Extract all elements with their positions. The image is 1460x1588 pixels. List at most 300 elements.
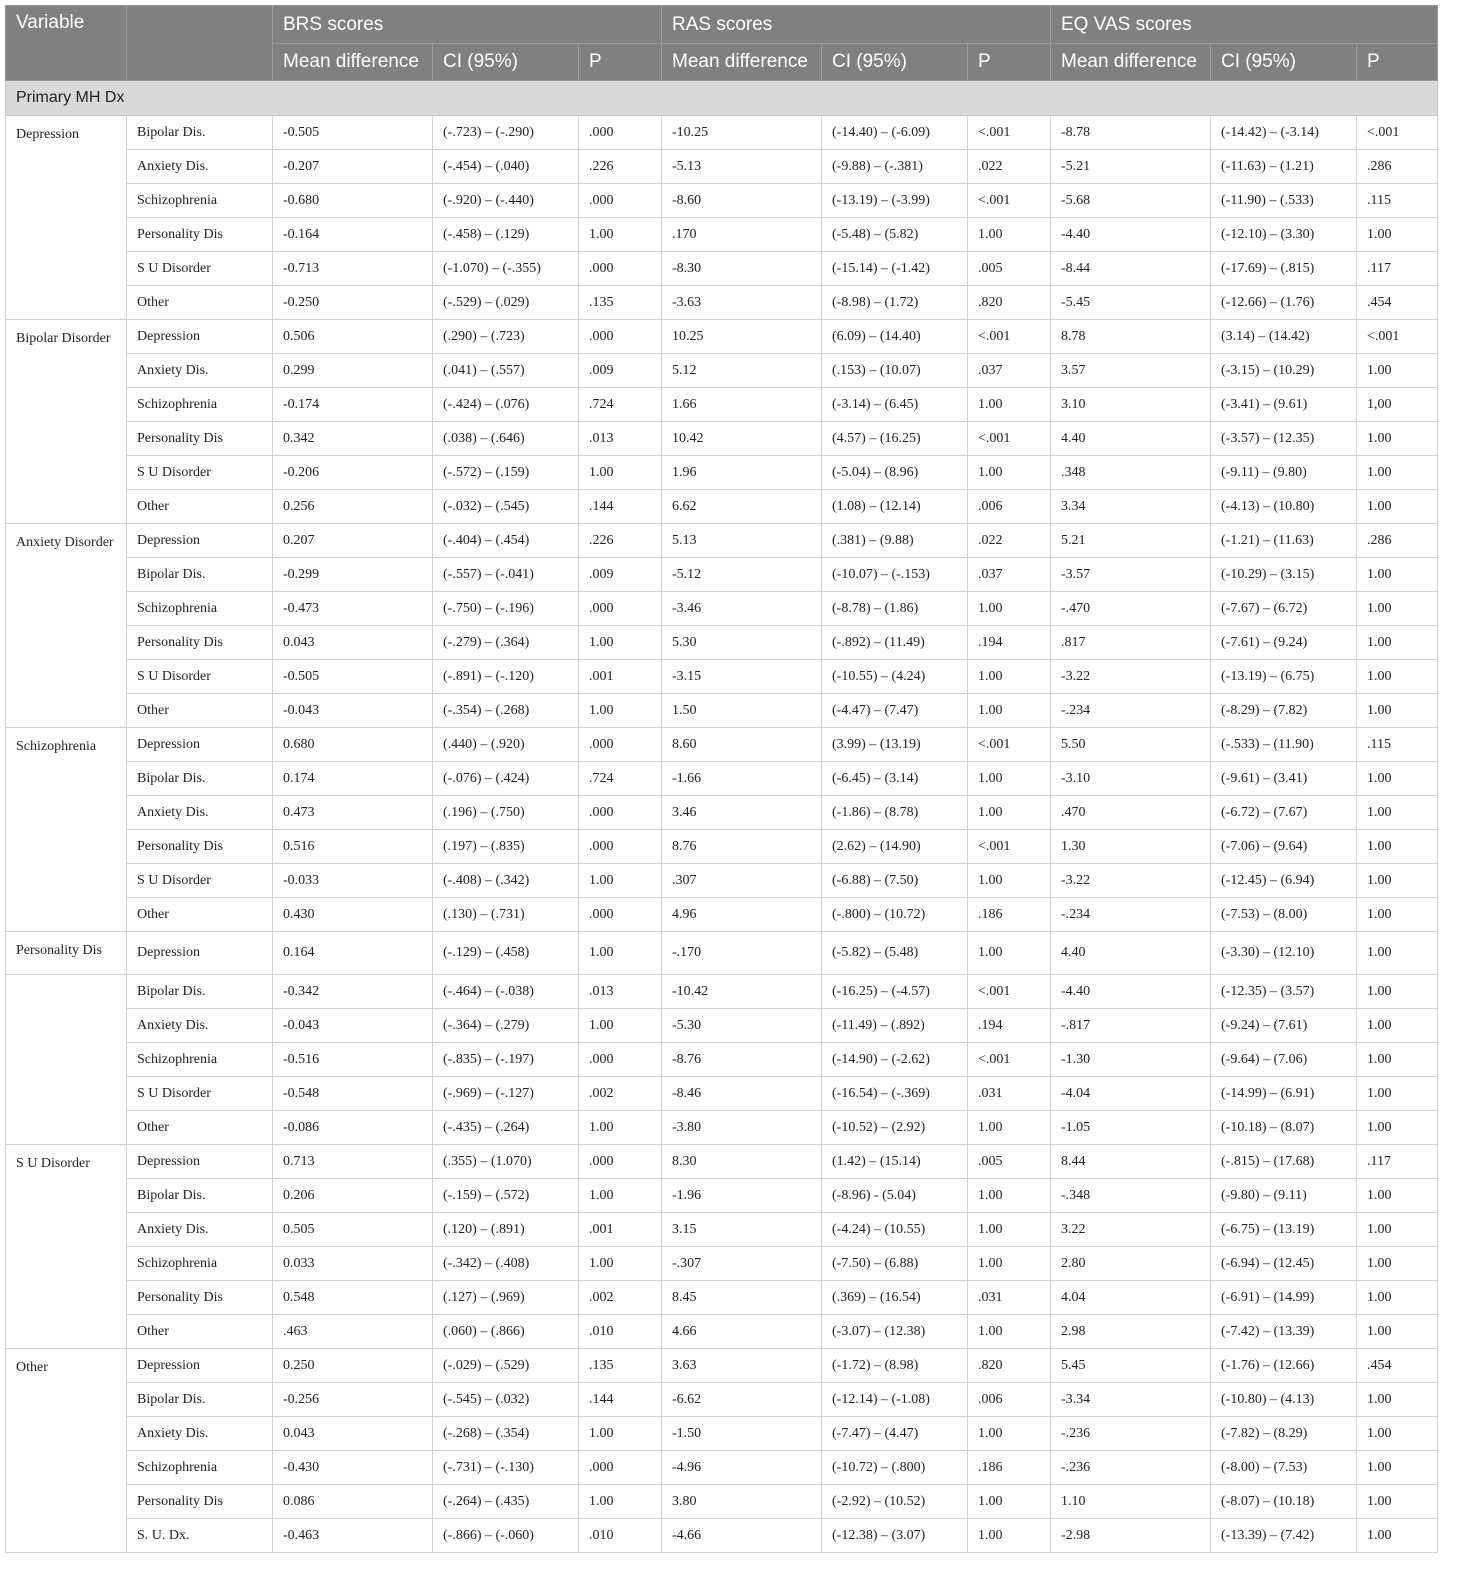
cell-comparison: Bipolar Dis. (127, 558, 273, 592)
cell-ras-p: .031 (968, 1077, 1051, 1111)
cell-brs-mean-difference: -0.548 (273, 1077, 433, 1111)
cell-eq-mean-difference: -3.22 (1051, 660, 1211, 694)
cell-brs-ci: (.127) – (.969) (433, 1281, 579, 1315)
cell-brs-mean-difference: -0.086 (273, 1111, 433, 1145)
cell-ras-p: <.001 (968, 830, 1051, 864)
cell-comparison: Anxiety Dis. (127, 1213, 273, 1247)
cell-comparison: Schizophrenia (127, 1451, 273, 1485)
cell-eq-ci: (-10.80) – (4.13) (1211, 1383, 1357, 1417)
cell-brs-mean-difference: 0.430 (273, 898, 433, 932)
cell-brs-p: 1.00 (579, 1417, 662, 1451)
cell-eq-p: <.001 (1357, 320, 1438, 354)
table-row (6, 184, 1438, 218)
cell-eq-mean-difference: 4.40 (1051, 422, 1211, 456)
cell-brs-p: .000 (579, 184, 662, 218)
cell-eq-ci: (-14.42) – (-3.14) (1211, 116, 1357, 150)
cell-eq-ci: (-7.61) – (9.24) (1211, 626, 1357, 660)
cell-eq-ci: (-12.45) – (6.94) (1211, 864, 1357, 898)
cell-comparison: Other (127, 898, 273, 932)
cell-eq-p: .115 (1357, 184, 1438, 218)
cell-ras-p: 1.00 (968, 1417, 1051, 1451)
header-blank (127, 6, 273, 81)
cell-eq-ci: (-.533) – (11.90) (1211, 728, 1357, 762)
cell-ras-mean-difference: 1.66 (662, 388, 822, 422)
cell-ras-ci: (.153) – (10.07) (822, 354, 968, 388)
cell-comparison: Anxiety Dis. (127, 150, 273, 184)
table-row (6, 1111, 1438, 1145)
cell-ras-mean-difference: 3.63 (662, 1349, 822, 1383)
cell-ras-ci: (.381) – (9.88) (822, 524, 968, 558)
cell-comparison: Other (127, 286, 273, 320)
cell-ras-mean-difference: 10.42 (662, 422, 822, 456)
cell-brs-ci: (-1.070) – (-.355) (433, 252, 579, 286)
table-row (6, 286, 1438, 320)
cell-ras-ci: (-6.88) – (7.50) (822, 864, 968, 898)
cell-eq-p: .117 (1357, 252, 1438, 286)
table-body (6, 81, 1438, 1553)
cell-ras-ci: (-16.54) – (-.369) (822, 1077, 968, 1111)
cell-ras-ci: (.369) – (16.54) (822, 1281, 968, 1315)
cell-ras-p: 1.00 (968, 864, 1051, 898)
cell-eq-ci: (-1.21) – (11.63) (1211, 524, 1357, 558)
cell-brs-ci: (-.264) – (.435) (433, 1485, 579, 1519)
cell-brs-mean-difference: -0.164 (273, 218, 433, 252)
cell-brs-ci: (-.435) – (.264) (433, 1111, 579, 1145)
cell-brs-p: .013 (579, 422, 662, 456)
section-label: Primary MH Dx (6, 81, 1438, 116)
cell-eq-p: 1.00 (1357, 864, 1438, 898)
cell-ras-mean-difference: 8.30 (662, 1145, 822, 1179)
header-variable: Variable (6, 6, 127, 81)
cell-brs-mean-difference: 0.033 (273, 1247, 433, 1281)
cell-comparison: Other (127, 694, 273, 728)
cell-comparison: Bipolar Dis. (127, 1179, 273, 1213)
cell-comparison: S U Disorder (127, 864, 273, 898)
cell-brs-ci: (.290) – (.723) (433, 320, 579, 354)
cell-ras-mean-difference: 6.62 (662, 490, 822, 524)
cell-ras-ci: (-8.98) – (1.72) (822, 286, 968, 320)
cell-comparison: Other (127, 1315, 273, 1349)
cell-eq-mean-difference: 4.04 (1051, 1281, 1211, 1315)
cell-eq-mean-difference: 3.22 (1051, 1213, 1211, 1247)
cell-eq-p: 1.00 (1357, 975, 1438, 1009)
cell-eq-p: .454 (1357, 1349, 1438, 1383)
cell-eq-ci: (-6.94) – (12.45) (1211, 1247, 1357, 1281)
cell-brs-mean-difference: -0.206 (273, 456, 433, 490)
cell-ras-mean-difference: 5.30 (662, 626, 822, 660)
cell-eq-mean-difference: 4.40 (1051, 932, 1211, 975)
cell-eq-p: 1.00 (1357, 660, 1438, 694)
cell-brs-ci: (-.129) – (.458) (433, 932, 579, 975)
cell-ras-ci: (-7.47) – (4.47) (822, 1417, 968, 1451)
cell-ras-mean-difference: 8.76 (662, 830, 822, 864)
cell-brs-mean-difference: 0.299 (273, 354, 433, 388)
cell-ras-mean-difference: -.307 (662, 1247, 822, 1281)
table-row (6, 354, 1438, 388)
cell-brs-p: .226 (579, 150, 662, 184)
cell-comparison: Schizophrenia (127, 388, 273, 422)
cell-brs-mean-difference: -0.713 (273, 252, 433, 286)
cell-ras-ci: (-14.40) – (-6.09) (822, 116, 968, 150)
cell-eq-mean-difference: .817 (1051, 626, 1211, 660)
cell-eq-mean-difference: 3.34 (1051, 490, 1211, 524)
cell-comparison: Depression (127, 1349, 273, 1383)
cell-brs-mean-difference: -0.250 (273, 286, 433, 320)
cell-eq-mean-difference: 3.57 (1051, 354, 1211, 388)
cell-eq-p: 1.00 (1357, 932, 1438, 975)
cell-ras-mean-difference: -8.30 (662, 252, 822, 286)
cell-eq-p: 1.00 (1357, 218, 1438, 252)
cell-ras-ci: (-6.45) – (3.14) (822, 762, 968, 796)
table-row (6, 150, 1438, 184)
cell-eq-mean-difference: -3.34 (1051, 1383, 1211, 1417)
cell-ras-ci: (-16.25) – (-4.57) (822, 975, 968, 1009)
cell-ras-mean-difference: 3.80 (662, 1485, 822, 1519)
cell-ras-mean-difference: -3.15 (662, 660, 822, 694)
cell-ras-ci: (-.892) – (11.49) (822, 626, 968, 660)
cell-brs-ci: (-.723) – (-.290) (433, 116, 579, 150)
cell-eq-mean-difference: 5.45 (1051, 1349, 1211, 1383)
cell-brs-p: .009 (579, 558, 662, 592)
cell-eq-ci: (-7.06) – (9.64) (1211, 830, 1357, 864)
header-eq-mean-difference: Mean difference (1051, 44, 1211, 81)
header-eq-ci: CI (95%) (1211, 44, 1357, 81)
cell-ras-mean-difference: 4.66 (662, 1315, 822, 1349)
cell-brs-ci: (.038) – (.646) (433, 422, 579, 456)
cell-brs-ci: (-.404) – (.454) (433, 524, 579, 558)
header-brs-scores: BRS scores (273, 6, 662, 44)
cell-eq-ci: (-10.29) – (3.15) (1211, 558, 1357, 592)
cell-eq-mean-difference: -1.30 (1051, 1043, 1211, 1077)
cell-comparison: Anxiety Dis. (127, 354, 273, 388)
group-label: Bipolar Disorder (6, 320, 127, 524)
cell-ras-ci: (4.57) – (16.25) (822, 422, 968, 456)
cell-brs-ci: (-.572) – (.159) (433, 456, 579, 490)
cell-ras-p: 1.00 (968, 1485, 1051, 1519)
cell-brs-p: .013 (579, 975, 662, 1009)
cell-ras-p: .006 (968, 490, 1051, 524)
table-row (6, 898, 1438, 932)
cell-eq-mean-difference: 8.44 (1051, 1145, 1211, 1179)
cell-brs-mean-difference: 0.086 (273, 1485, 433, 1519)
cell-ras-p: 1.00 (968, 218, 1051, 252)
table-row (6, 490, 1438, 524)
cell-eq-ci: (-13.19) – (6.75) (1211, 660, 1357, 694)
cell-brs-p: .000 (579, 116, 662, 150)
header-ras-ci: CI (95%) (822, 44, 968, 81)
table-row (6, 830, 1438, 864)
cell-eq-mean-difference: -3.22 (1051, 864, 1211, 898)
cell-ras-ci: (1.08) – (12.14) (822, 490, 968, 524)
cell-brs-p: .000 (579, 728, 662, 762)
cell-eq-p: 1,00 (1357, 388, 1438, 422)
cell-ras-ci: (-10.07) – (-.153) (822, 558, 968, 592)
results-table (5, 5, 1438, 1553)
cell-eq-p: 1.00 (1357, 796, 1438, 830)
cell-brs-mean-difference: -0.430 (273, 1451, 433, 1485)
cell-eq-ci: (-4.13) – (10.80) (1211, 490, 1357, 524)
header-brs-mean-difference: Mean difference (273, 44, 433, 81)
cell-brs-ci: (.120) – (.891) (433, 1213, 579, 1247)
cell-brs-ci: (.060) – (.866) (433, 1315, 579, 1349)
table-row (6, 456, 1438, 490)
cell-brs-mean-difference: 0.342 (273, 422, 433, 456)
cell-brs-ci: (-.731) – (-.130) (433, 1451, 579, 1485)
cell-brs-p: 1.00 (579, 932, 662, 975)
cell-ras-ci: (-.800) – (10.72) (822, 898, 968, 932)
cell-brs-p: 1.00 (579, 1179, 662, 1213)
cell-ras-mean-difference: 5.12 (662, 354, 822, 388)
table-row (6, 626, 1438, 660)
cell-ras-ci: (-10.55) – (4.24) (822, 660, 968, 694)
cell-ras-p: 1.00 (968, 932, 1051, 975)
table-row (6, 1247, 1438, 1281)
cell-brs-p: .000 (579, 1145, 662, 1179)
table-row (6, 660, 1438, 694)
cell-eq-ci: (-7.67) – (6.72) (1211, 592, 1357, 626)
cell-eq-p: 1.00 (1357, 1281, 1438, 1315)
table-row (6, 975, 1438, 1009)
cell-brs-mean-difference: -0.473 (273, 592, 433, 626)
table-row (6, 1145, 1438, 1179)
cell-ras-ci: (-3.14) – (6.45) (822, 388, 968, 422)
cell-eq-mean-difference: -3.10 (1051, 762, 1211, 796)
cell-eq-ci: (-12.35) – (3.57) (1211, 975, 1357, 1009)
cell-ras-ci: (6.09) – (14.40) (822, 320, 968, 354)
cell-comparison: Schizophrenia (127, 184, 273, 218)
cell-brs-p: .000 (579, 796, 662, 830)
cell-ras-ci: (-12.38) – (3.07) (822, 1519, 968, 1553)
cell-ras-p: 1.00 (968, 388, 1051, 422)
cell-eq-mean-difference: .348 (1051, 456, 1211, 490)
table-row (6, 1451, 1438, 1485)
cell-eq-ci: (-13.39) – (7.42) (1211, 1519, 1357, 1553)
cell-brs-ci: (-.454) – (.040) (433, 150, 579, 184)
table-row (6, 796, 1438, 830)
table-row (6, 1383, 1438, 1417)
cell-brs-p: .144 (579, 490, 662, 524)
cell-ras-mean-difference: 3.46 (662, 796, 822, 830)
cell-ras-p: .037 (968, 558, 1051, 592)
cell-eq-p: 1.00 (1357, 1111, 1438, 1145)
cell-brs-mean-difference: -0.516 (273, 1043, 433, 1077)
cell-eq-mean-difference: -.236 (1051, 1417, 1211, 1451)
cell-eq-p: 1.00 (1357, 762, 1438, 796)
cell-ras-p: .820 (968, 1349, 1051, 1383)
cell-ras-p: <.001 (968, 975, 1051, 1009)
cell-eq-ci: (-3.15) – (10.29) (1211, 354, 1357, 388)
cell-ras-mean-difference: -6.62 (662, 1383, 822, 1417)
table-row (6, 1213, 1438, 1247)
cell-eq-p: 1.00 (1357, 456, 1438, 490)
cell-eq-p: 1.00 (1357, 490, 1438, 524)
cell-eq-mean-difference: 2.98 (1051, 1315, 1211, 1349)
cell-brs-mean-difference: 0.043 (273, 1417, 433, 1451)
cell-ras-mean-difference: -10.42 (662, 975, 822, 1009)
cell-comparison: S U Disorder (127, 456, 273, 490)
cell-ras-mean-difference: -4.66 (662, 1519, 822, 1553)
cell-ras-p: 1.00 (968, 1247, 1051, 1281)
cell-brs-p: 1.00 (579, 626, 662, 660)
cell-eq-p: 1.00 (1357, 1213, 1438, 1247)
cell-ras-p: 1.00 (968, 1519, 1051, 1553)
cell-ras-p: .820 (968, 286, 1051, 320)
cell-eq-mean-difference: -.817 (1051, 1009, 1211, 1043)
cell-ras-mean-difference: -5.30 (662, 1009, 822, 1043)
table-row (6, 932, 1438, 975)
cell-eq-ci: (-8.07) – (10.18) (1211, 1485, 1357, 1519)
cell-ras-p: 1.00 (968, 592, 1051, 626)
cell-brs-mean-difference: -0.207 (273, 150, 433, 184)
cell-ras-p: .031 (968, 1281, 1051, 1315)
cell-brs-mean-difference: -0.299 (273, 558, 433, 592)
cell-ras-p: <.001 (968, 1043, 1051, 1077)
cell-eq-ci: (-7.53) – (8.00) (1211, 898, 1357, 932)
cell-eq-p: 1.00 (1357, 1043, 1438, 1077)
cell-eq-ci: (-11.90) – (.533) (1211, 184, 1357, 218)
cell-eq-ci: (-10.18) – (8.07) (1211, 1111, 1357, 1145)
cell-ras-p: <.001 (968, 184, 1051, 218)
cell-eq-mean-difference: -3.57 (1051, 558, 1211, 592)
cell-ras-mean-difference: 8.60 (662, 728, 822, 762)
cell-ras-mean-difference: 1.50 (662, 694, 822, 728)
cell-eq-ci: (-6.75) – (13.19) (1211, 1213, 1357, 1247)
cell-brs-mean-difference: 0.164 (273, 932, 433, 975)
cell-brs-mean-difference: -0.033 (273, 864, 433, 898)
group-label: Other (6, 1349, 127, 1553)
table-row (6, 592, 1438, 626)
cell-brs-ci: (-.920) – (-.440) (433, 184, 579, 218)
cell-brs-ci: (-.835) – (-.197) (433, 1043, 579, 1077)
cell-comparison: Schizophrenia (127, 592, 273, 626)
table-row (6, 524, 1438, 558)
header-brs-p: P (579, 44, 662, 81)
cell-brs-mean-difference: 0.506 (273, 320, 433, 354)
cell-brs-mean-difference: 0.174 (273, 762, 433, 796)
cell-brs-ci: (-.032) – (.545) (433, 490, 579, 524)
cell-eq-ci: (-7.82) – (8.29) (1211, 1417, 1357, 1451)
cell-ras-ci: (2.62) – (14.90) (822, 830, 968, 864)
cell-brs-ci: (-.029) – (.529) (433, 1349, 579, 1383)
cell-ras-p: .186 (968, 898, 1051, 932)
cell-brs-ci: (-.891) – (-.120) (433, 660, 579, 694)
cell-eq-ci: (-9.24) – (7.61) (1211, 1009, 1357, 1043)
cell-eq-ci: (-12.10) – (3.30) (1211, 218, 1357, 252)
table-row (6, 1315, 1438, 1349)
cell-brs-ci: (-.557) – (-.041) (433, 558, 579, 592)
cell-eq-mean-difference: 3.10 (1051, 388, 1211, 422)
cell-eq-ci: (-11.63) – (1.21) (1211, 150, 1357, 184)
cell-comparison: Personality Dis (127, 830, 273, 864)
cell-comparison: Schizophrenia (127, 1043, 273, 1077)
cell-eq-p: 1.00 (1357, 1485, 1438, 1519)
cell-eq-p: 1.00 (1357, 592, 1438, 626)
cell-brs-mean-difference: 0.713 (273, 1145, 433, 1179)
cell-eq-mean-difference: -4.04 (1051, 1077, 1211, 1111)
header-ras-p: P (968, 44, 1051, 81)
header-ras-mean-difference: Mean difference (662, 44, 822, 81)
cell-eq-mean-difference: 1.10 (1051, 1485, 1211, 1519)
section-row (6, 81, 1438, 116)
cell-ras-ci: (-11.49) – (.892) (822, 1009, 968, 1043)
cell-eq-mean-difference: 5.50 (1051, 728, 1211, 762)
cell-brs-p: .226 (579, 524, 662, 558)
cell-brs-mean-difference: 0.250 (273, 1349, 433, 1383)
cell-brs-p: .010 (579, 1519, 662, 1553)
cell-brs-p: .000 (579, 320, 662, 354)
cell-ras-mean-difference: 1.96 (662, 456, 822, 490)
cell-ras-p: 1.00 (968, 762, 1051, 796)
cell-eq-p: 1.00 (1357, 626, 1438, 660)
cell-brs-p: .010 (579, 1315, 662, 1349)
cell-comparison: Schizophrenia (127, 1247, 273, 1281)
cell-eq-p: .454 (1357, 286, 1438, 320)
cell-eq-p: 1.00 (1357, 1315, 1438, 1349)
cell-brs-ci: (-.268) – (.354) (433, 1417, 579, 1451)
cell-eq-p: 1.00 (1357, 1247, 1438, 1281)
cell-brs-ci: (-.076) – (.424) (433, 762, 579, 796)
cell-brs-p: 1.00 (579, 1111, 662, 1145)
cell-ras-ci: (-3.07) – (12.38) (822, 1315, 968, 1349)
cell-brs-ci: (-.545) – (.032) (433, 1383, 579, 1417)
cell-eq-ci: (-9.80) – (9.11) (1211, 1179, 1357, 1213)
cell-ras-p: 1.00 (968, 796, 1051, 830)
cell-ras-p: 1.00 (968, 660, 1051, 694)
cell-comparison: Personality Dis (127, 422, 273, 456)
cell-eq-mean-difference: .470 (1051, 796, 1211, 830)
cell-brs-p: 1.00 (579, 218, 662, 252)
table-row (6, 694, 1438, 728)
cell-ras-ci: (-14.90) – (-2.62) (822, 1043, 968, 1077)
cell-comparison: Personality Dis (127, 1281, 273, 1315)
cell-ras-ci: (3.99) – (13.19) (822, 728, 968, 762)
cell-eq-mean-difference: 8.78 (1051, 320, 1211, 354)
table-row (6, 1281, 1438, 1315)
cell-eq-mean-difference: -2.98 (1051, 1519, 1211, 1553)
cell-eq-ci: (-7.42) – (13.39) (1211, 1315, 1357, 1349)
cell-ras-mean-difference: 5.13 (662, 524, 822, 558)
cell-eq-p: 1.00 (1357, 1077, 1438, 1111)
cell-brs-mean-difference: -0.256 (273, 1383, 433, 1417)
cell-comparison: Bipolar Dis. (127, 762, 273, 796)
table-row (6, 388, 1438, 422)
cell-comparison: Depression (127, 932, 273, 975)
cell-eq-mean-difference: -1.05 (1051, 1111, 1211, 1145)
cell-eq-ci: (-17.69) – (.815) (1211, 252, 1357, 286)
cell-ras-mean-difference: -.170 (662, 932, 822, 975)
table-row (6, 116, 1438, 150)
cell-eq-p: 1.00 (1357, 1179, 1438, 1213)
cell-comparison: Personality Dis (127, 1485, 273, 1519)
cell-ras-p: .006 (968, 1383, 1051, 1417)
cell-ras-mean-difference: -8.60 (662, 184, 822, 218)
cell-ras-p: 1.00 (968, 1213, 1051, 1247)
cell-ras-ci: (-9.88) – (-.381) (822, 150, 968, 184)
table-row (6, 218, 1438, 252)
cell-brs-mean-difference: 0.516 (273, 830, 433, 864)
cell-eq-ci: (-8.00) – (7.53) (1211, 1451, 1357, 1485)
cell-eq-p: 1.00 (1357, 898, 1438, 932)
table-row (6, 728, 1438, 762)
cell-ras-mean-difference: 10.25 (662, 320, 822, 354)
table-header (6, 6, 1438, 81)
cell-ras-p: .186 (968, 1451, 1051, 1485)
cell-brs-ci: (.041) – (.557) (433, 354, 579, 388)
cell-brs-p: .001 (579, 660, 662, 694)
cell-brs-ci: (-.159) – (.572) (433, 1179, 579, 1213)
cell-ras-mean-difference: -1.50 (662, 1417, 822, 1451)
cell-eq-mean-difference: -.348 (1051, 1179, 1211, 1213)
